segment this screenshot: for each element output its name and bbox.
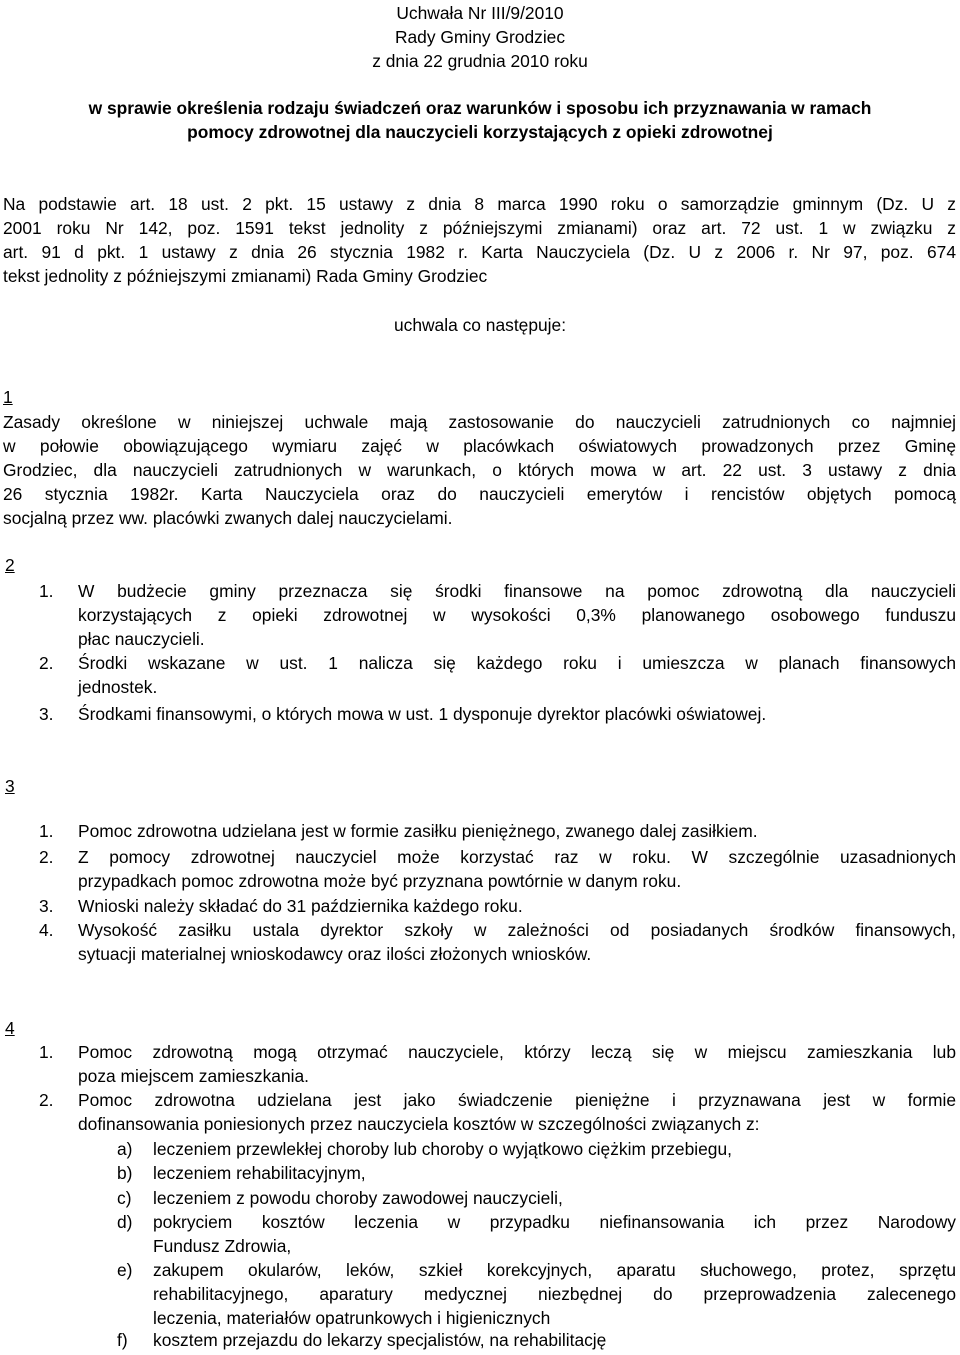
paragraph-line: Zasady określone w niniejszej uchwale mają zastosowanie do nauczycieli zatrudnionych co najmniej [3,412,956,432]
list-item [39,1088,956,1136]
item-letter: a) [117,1139,133,1159]
subject-line: pomocy zdrowotnej dla nauczycieli korzystających z opieki zdrowotnej [187,122,773,142]
paragraph-line: socjalną przez ww. placówki zwanych dalej nauczycielami. [3,508,453,528]
item-letter: b) [117,1163,133,1183]
list-item [39,651,956,699]
list-item [117,1161,956,1185]
list-item [117,1210,956,1258]
item-line: leczeniem przewlekłej choroby lub choroby o wyjątkowo ciężkim przebiegu, [153,1139,732,1159]
item-line: sytuacji materialnej wnioskodawcy oraz ilości złożonych wniosków. [78,944,592,964]
item-line: Pomoc zdrowotną mogą otrzymać nauczyciele, którzy leczą się w miejscu zamieszkania lub [78,1042,956,1062]
item-line: korzystających z opieki zdrowotnej w wysokości 0,3% planowanego osobowego funduszu [78,605,956,625]
list-item [117,1186,956,1210]
list-item [39,702,956,726]
item-number: 2. [39,653,54,673]
decides-heading: uchwala co następuje: [393,315,567,335]
item-line: Środki wskazane w ust. 1 nalicza się każdego roku i umieszcza w planach finansowych [78,653,956,673]
item-number: 1. [39,821,54,841]
list-item [117,1137,956,1161]
resolution-date: z dnia 22 grudnia 2010 roku [372,51,588,71]
item-number: 1. [39,1042,54,1062]
list-item [117,1328,956,1352]
item-line: Wysokość zasiłku ustala dyrektor szkoły w zależności od posiadanych środków finansowych, [78,920,956,940]
item-line: przypadkach pomoc zdrowotna może być przyznana powtórnie w danym roku. [78,871,682,891]
item-line: Pomoc zdrowotna udzielana jest w formie zasiłku pieniężnego, zwanego dalej zasiłkiem. [78,821,758,841]
item-line: pokryciem kosztów leczenia w przypadku niefinansowania ich przez Narodowy [153,1212,956,1232]
list-item [39,579,956,651]
item-line: poza miejscem zamieszkania. [78,1066,309,1086]
section-mark-4: 4 [5,1018,15,1038]
item-line: Wnioski należy składać do 31 października każdego roku. [78,896,523,916]
list-item [39,894,956,918]
list-item [39,1040,956,1088]
item-number: 2. [39,847,54,867]
resolution-subject [0,96,960,144]
item-line: Środkami finansowymi, o których mowa w ust. 1 dysponuje dyrektor placówki oświatowej. [78,704,767,724]
legal-basis-paragraph [3,192,956,288]
item-line: Fundusz Zdrowia, [153,1236,292,1256]
list-item [39,819,956,843]
item-line: jednostek. [78,677,158,697]
section-mark-2: 2 [5,555,15,575]
item-number: 1. [39,581,54,601]
item-letter: d) [117,1212,133,1232]
item-letter: c) [117,1188,132,1208]
item-line: płac nauczycieli. [78,629,205,649]
section-1-paragraph [3,410,956,530]
item-letter: e) [117,1260,133,1280]
item-line: W budżecie gminy przeznacza się środki finansowe na pomoc zdrowotną dla nauczycieli [78,581,956,601]
item-line: rehabilitacyjnego, aparatury medycznej niezbędnej do przeprowadzenia zalecenego [153,1284,956,1304]
paragraph-line: tekst jednolity z późniejszymi zmianami) Rada Gminy Grodziec [3,266,488,286]
paragraph-line: Na podstawie art. 18 ust. 2 pkt. 15 ustawy z dnia 8 marca 1990 roku o samorządzie gminnym (Dz. U z [3,194,956,214]
item-line: leczenia, materiałów opatrunkowych i higienicznych [153,1308,551,1328]
list-item [117,1258,956,1330]
section-mark-1: 1 [3,387,13,407]
item-line: dofinansowania poniesionych przez nauczyciela kosztów w szczególności związanych z: [78,1114,760,1134]
item-line: leczeniem rehabilitacyjnym, [153,1163,366,1183]
resolution-header [0,0,960,73]
list-item [39,845,956,893]
item-line: leczeniem z powodu choroby zawodowej nauczycieli, [153,1188,563,1208]
item-letter: f) [117,1330,128,1350]
item-number: 4. [39,920,54,940]
item-line: Z pomocy zdrowotnej nauczyciel może korzystać raz w roku. W szczególnie uzasadnionych [78,847,956,867]
paragraph-line: 2001 roku Nr 142, poz. 1591 tekst jednolity z późniejszymi zmianami) oraz art. 72 ust. 1 w związku z [3,218,956,238]
subject-line: w sprawie określenia rodzaju świadczeń oraz warunków i sposobu ich przyznawania w ramach [88,98,872,118]
item-line: zakupem okularów, leków, szkieł korekcyjnych, aparatu słuchowego, protez, sprzętu [153,1260,956,1280]
paragraph-line: art. 91 d pkt. 1 ustawy z dnia 26 stycznia 1982 r. Karta Nauczyciela (Dz. U z 2006 r. Nr 97, poz. 674 [3,242,956,262]
council-name: Rady Gminy Grodziec [394,27,566,47]
item-number: 3. [39,896,54,916]
resolution-number: Uchwała Nr III/9/2010 [396,3,564,23]
paragraph-line: 26 stycznia 1982r. Karta Nauczyciela oraz do nauczycieli emerytów i rencistów objętych pomocą [3,484,956,504]
item-line: Pomoc zdrowotna udzielana jest jako świadczenie pieniężne i przyznawana jest w formie [78,1090,956,1110]
item-line: kosztem przejazdu do lekarzy specjalistów, na rehabilitację [153,1330,607,1350]
section-mark-3: 3 [5,776,15,796]
item-number: 3. [39,704,54,724]
paragraph-line: w połowie obowiązującego wymiaru zajęć w placówkach oświatowych prowadzonych przez Gminę [3,436,956,456]
paragraph-line: Grodziec, dla nauczycieli zatrudnionych w warunkach, o których mowa w art. 22 ust. 3 ustawy z dnia [3,460,956,480]
item-number: 2. [39,1090,54,1110]
list-item [39,918,956,966]
